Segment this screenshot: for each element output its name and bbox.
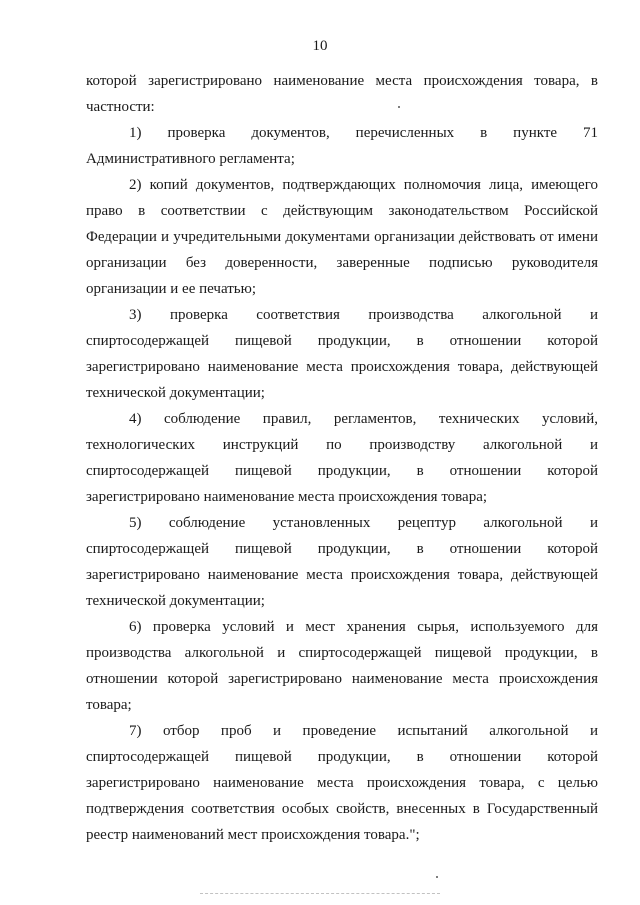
page-number: 10 (312, 38, 328, 54)
paragraph-item-6: 6) проверка условий и мест хранения сырья, используемого для производства алкогольной и спиртосодержащей пищевой продукции, в отношении которой зарегистрировано наименование места происхождения товара; (86, 619, 598, 713)
scan-speck (398, 106, 400, 108)
paragraph-item-3: 3) проверка соответствия производства алкогольной и спиртосодержащей пищевой продукции, в отношении которой зарегистрировано наименование места происхождения товара, действующей технической документации; (86, 307, 598, 401)
paragraph-item-5: 5) соблюдение установленных рецептур алкогольной и спиртосодержащей пищевой продукции, в отношении которой зарегистрировано наименование места происхождения товара, действующей технической документации; (86, 515, 598, 609)
paragraph-item-7: 7) отбор проб и проведение испытаний алкогольной и спиртосодержащей пищевой продукции, в отношении которой зарегистрировано наименование места происхождения товара, с целью подтверждения соответствия особых свойств, внесенных в Государственный реестр наименований мест происхождения товара."; (86, 723, 598, 843)
document-body (86, 68, 598, 848)
paragraph-item-1: 1) проверка документов, перечисленных в пункте 71 Административного регламента; (86, 125, 598, 167)
paragraph-intro: которой зарегистрировано наименование места происхождения товара, в частности: (86, 73, 598, 115)
scan-speck (436, 876, 438, 878)
paragraph-item-4: 4) соблюдение правил, регламентов, технических условий, технологических инструкций по производству алкогольной и спиртосодержащей пищевой продукции, в отношении которой зарегистрировано наименование места происхождения товара; (86, 411, 598, 505)
paragraph-item-2: 2) копий документов, подтверждающих полномочия лица, имеющего право в соответствии с действующим законодательством Российской Федерации и учредительными документами организации действовать от имени организации без доверенности, заверенные подписью руководителя организации и ее печатью; (86, 177, 598, 297)
scan-edge-mark (200, 893, 440, 897)
